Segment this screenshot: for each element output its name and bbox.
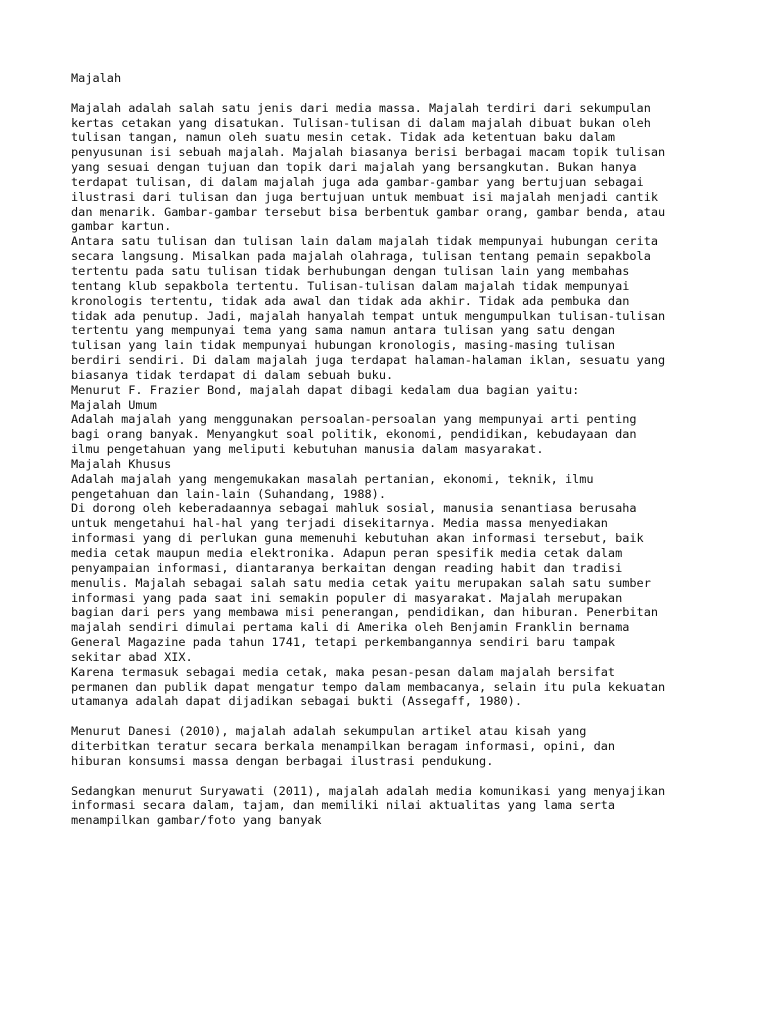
text-line: Menurut F. Frazier Bond, majalah dapat dibagi kedalam dua bagian yaitu: — [71, 382, 580, 397]
text-line: informasi secara dalam, tajam, dan memiliki nilai aktualitas yang lama serta — [71, 798, 616, 813]
text-line: menulis. Majalah sebagai salah satu media cetak yaitu merupakan salah satu sumber — [71, 575, 651, 590]
text-line: kertas cetakan yang disatukan. Tulisan-tulisan di dalam majalah dibuat bukan oleh — [71, 115, 651, 130]
text-line: Sedangkan menurut Suryawati (2011), majalah adalah media komunikasi yang menyajikan — [71, 783, 666, 798]
text-line: penyampaian informasi, diantaranya berkaitan dengan reading habit dan tradisi — [71, 560, 623, 575]
text-line: Karena termasuk sebagai media cetak, maka pesan-pesan dalam majalah bersifat — [71, 664, 616, 679]
text-line: berdiri sendiri. Di dalam majalah juga terdapat halaman-halaman iklan, sesuatu yang — [71, 353, 666, 368]
document-title: Majalah — [71, 71, 122, 85]
text-line: dan menarik. Gambar-gambar tersebut bisa berbentuk gambar orang, gambar benda, atau — [71, 204, 666, 219]
text-line: permanen dan publik dapat mengatur tempo dalam membacanya, selain itu pula kekuatan — [71, 679, 666, 694]
text-line: Menurut Danesi (2010), majalah adalah sekumpulan artikel atau kisah yang — [71, 724, 587, 739]
text-line: yang sesuai dengan tujuan dan topik dari majalah yang bersangkutan. Bukan hanya — [71, 160, 637, 175]
text-line: biasanya tidak terdapat di dalam sebuah buku. — [71, 367, 394, 382]
text-line: penyusunan isi sebuah majalah. Majalah biasanya berisi berbagai macam topik tulisan — [71, 145, 666, 160]
text-line: pengetahuan dan lain-lain (Suhandang, 1988). — [71, 486, 386, 501]
text-line: Majalah adalah salah satu jenis dari media massa. Majalah terdiri dari sekumpulan — [71, 100, 651, 115]
text-line: informasi yang di perlukan guna memenuhi kebutuhan akan informasi tersebut, baik — [71, 531, 644, 546]
text-line: tulisan yang lain tidak mempunyai hubungan kronologis, masing-masing tulisan — [71, 338, 616, 353]
text-line: Majalah Umum — [71, 397, 157, 412]
text-line: majalah sendiri dimulai pertama kali di Amerika oleh Benjamin Franklin bernama — [71, 620, 630, 635]
text-line: bagian dari pers yang membawa misi penerangan, pendidikan, dan hiburan. Penerbitan — [71, 605, 659, 620]
text-line: hiburan konsumsi massa dengan berbagai ilustrasi pendukung. — [71, 753, 494, 768]
text-line: tidak ada penutup. Jadi, majalah hanyalah tempat untuk mengumpulkan tulisan-tulisan — [71, 308, 666, 323]
text-line: kronologis tertentu, tidak ada awal dan tidak ada akhir. Tidak ada pembuka dan — [71, 293, 630, 308]
text-line: Adalah majalah yang menggunakan persoalan-persoalan yang mempunyai arti penting — [71, 412, 637, 427]
text-line: tertentu pada satu tulisan tidak berhubungan dengan tulisan lain yang membahas — [71, 263, 630, 278]
document-page — [71, 71, 731, 828]
text-line: menampilkan gambar/foto yang banyak — [71, 813, 322, 828]
text-line: informasi yang pada saat ini semakin populer di masyarakat. Majalah merupakan — [71, 590, 623, 605]
text-line: utamanya adalah dapat dijadikan sebagai bukti (Assegaff, 1980). — [71, 694, 523, 709]
text-line: Antara satu tulisan dan tulisan lain dalam majalah tidak mempunyai hubungan cerita — [71, 234, 659, 249]
text-line: media cetak maupun media elektronika. Adapun peran spesifik media cetak dalam — [71, 546, 623, 560]
text-line: gambar kartun. — [71, 219, 172, 234]
text-line: Majalah Khusus — [71, 456, 172, 471]
text-line: diterbitkan teratur secara berkala menampilkan beragam informasi, opini, dan — [71, 738, 616, 753]
text-line: secara langsung. Misalkan pada majalah olahraga, tulisan tentang pemain sepakbola — [71, 249, 651, 264]
text-line: Di dorong oleh keberadaannya sebagai mahluk sosial, manusia senantiasa berusaha — [71, 501, 637, 516]
text-line: ilmu pengetahuan yang meliputi kebutuhan manusia dalam masyarakat. — [71, 442, 544, 457]
text-line: untuk mengetahui hal-hal yang terjadi disekitarnya. Media massa menyediakan — [71, 516, 608, 531]
text-line — [71, 86, 731, 101]
text-line: ilustrasi dari tulisan dan juga bertujuan untuk membuat isi majalah menjadi cantik — [71, 189, 659, 204]
text-line — [71, 769, 731, 784]
text-line: sekitar abad XIX. — [71, 649, 193, 664]
text-line: General Magazine pada tahun 1741, tetapi perkembangannya sendiri baru tampak — [71, 635, 616, 650]
text-line: tertentu yang mempunyai tema yang sama namun antara tulisan yang satu dengan — [71, 323, 616, 338]
text-line — [71, 709, 731, 724]
text-line: terdapat tulisan, di dalam majalah juga ada gambar-gambar yang bertujuan sebagai — [71, 174, 644, 189]
text-line: bagi orang banyak. Menyangkut soal politik, ekonomi, pendidikan, kebudayaan dan — [71, 427, 637, 442]
text-line: tulisan tangan, namun oleh suatu mesin cetak. Tidak ada ketentuan baku dalam — [71, 130, 616, 145]
text-line: Adalah majalah yang mengemukakan masalah pertanian, ekonomi, teknik, ilmu — [71, 471, 594, 486]
text-line: tentang klub sepakbola tertentu. Tulisan-tulisan dalam majalah tidak mempunyai — [71, 278, 630, 293]
